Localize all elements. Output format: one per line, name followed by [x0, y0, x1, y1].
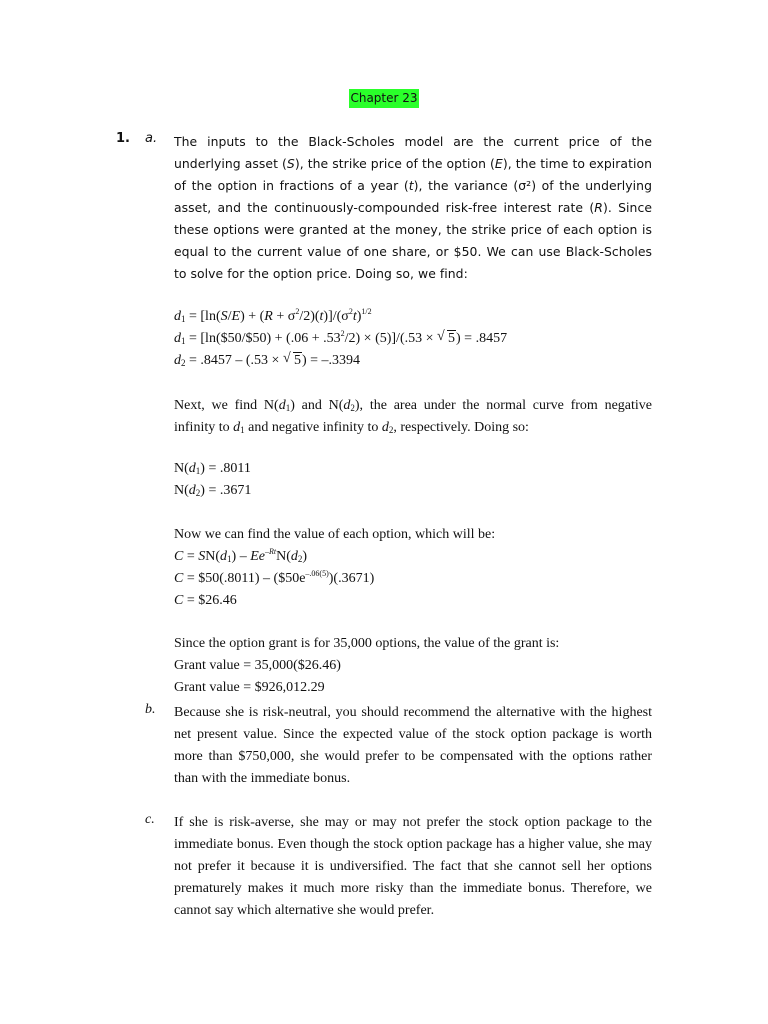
part-a-label: a. — [145, 131, 158, 146]
call-calculation: C = $50(.8011) – $(\$50e^{-.06(5)})(.3671)$ — [174, 569, 375, 586]
part-a-intro: The inputs to the Black-Scholes model are the current price of the underlying asset (S), the strike price of the option (E), the time to expiration of the option in fractions of a year (t), the variance (σ²) of the underlying asset, and the continuously-compounded risk-free interest rate (R). Since these options were granted at the money, the strike price of each option is equal to the current value of one share, or $50. We can use Black-Scholes to solve for the option price. Doing so, we find: — [174, 134, 653, 281]
question-number: 1. — [116, 131, 130, 146]
part-b-text: Because she is risk-neutral, you should recommend the alternative with the highest net present value. Since the expected value of the stock option package is worth more than $750,000, she would prefer to be compensated with the options rather than with the immediate bonus. — [174, 705, 652, 786]
n-d2-value: $N(d_2) = .3671$ — [174, 483, 252, 498]
option-value-intro: Now we can find the value of each option, which will be: — [174, 527, 496, 542]
d2-calculation: $d_2 = .8457 - (.53$ × √ 5) = –.3394 — [174, 351, 361, 368]
n-d1-value: $N(d_1) = .8011$ — [174, 461, 251, 476]
d1-calculation: $d_1$ = [ln($50/$50) + $(.06 + .53^2/2) \times (5)]/(.53$ × √ 5) = .8457 — [174, 329, 508, 346]
call-result: C = $26.46 — [174, 593, 237, 608]
d1-formula: $d_1 = [\ln(S/E) + (R + \sigma^2/2)(t)]/(\sigma^2t)^{1/2}$ — [174, 307, 372, 324]
grant-intro: Since the option grant is for 35,000 options, the value of the grant is: — [174, 636, 560, 651]
chapter-heading: Chapter 23 — [349, 89, 419, 108]
part-b-label: b. — [145, 702, 156, 717]
call-formula: $C = SN(d_1) - Ee^{-Rt}N(d_2)$ — [174, 547, 308, 564]
grant-result: Grant value = $926,012.29 — [174, 680, 325, 695]
normal-curve-paragraph: Next, we find $N(d_1)$ and $N(d_2)$, the area under the normal curve from negative infinity to $d_1$ and negative infinity to $d_2$, respectively. Doing so: — [174, 398, 652, 435]
grant-calculation: Grant value = 35,000($26.46) — [174, 658, 341, 673]
part-c-label: c. — [145, 812, 155, 827]
part-c-text: If she is risk-averse, she may or may not prefer the stock option package to the immediate bonus. Even though the stock option package has a higher value, she may not prefer it because it is undiversified. The fact that she cannot sell her options prematurely makes it much more risky than the immediate bonus. Therefore, we cannot say which alternative she would prefer. — [174, 815, 652, 918]
